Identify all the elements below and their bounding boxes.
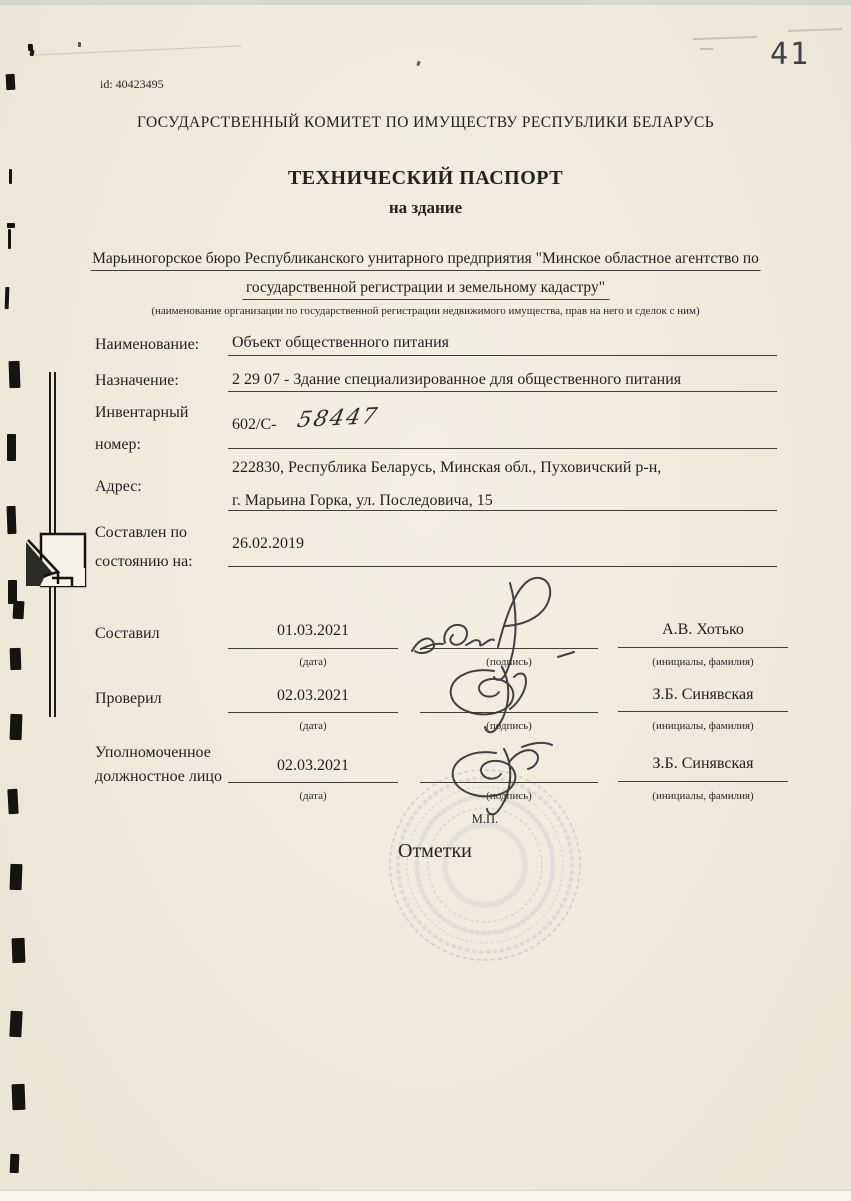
field-value-inventory-handwritten: 58447 bbox=[295, 403, 381, 434]
field-value-purpose: 2 29 07 - Здание специализированное для общественного питания bbox=[232, 371, 682, 388]
scan-artifact-dash bbox=[700, 48, 713, 50]
scan-binding-mark bbox=[13, 601, 25, 620]
document-subtitle: на здание bbox=[388, 198, 463, 217]
signature-date-2: 02.03.2021 bbox=[277, 687, 349, 704]
field-underline bbox=[228, 493, 777, 511]
field-label-address: Адрес: bbox=[95, 478, 142, 495]
signature-date-1: 01.03.2021 bbox=[277, 622, 349, 639]
name-caption: (инициалы, фамилия) bbox=[652, 656, 754, 668]
signature-stroke bbox=[494, 583, 516, 680]
scan-binding-mark bbox=[7, 506, 17, 534]
field-label-purpose: Назначение: bbox=[95, 372, 179, 389]
field-value-address-2: г. Марьина Горка, ул. Последовича, 15 bbox=[232, 492, 493, 509]
document-title: ТЕХНИЧЕСКИЙ ПАСПОРТ bbox=[287, 167, 564, 189]
sign-caption: (подпись) bbox=[486, 720, 532, 732]
signature-stroke bbox=[558, 652, 574, 657]
signer-role-3-line1: Уполномоченное bbox=[95, 744, 211, 761]
scan-binding-mark bbox=[12, 938, 26, 963]
field-label-inventory-1: Инвентарный bbox=[95, 404, 189, 421]
name-line bbox=[618, 694, 788, 712]
signature-stroke bbox=[444, 625, 467, 645]
scan-binding-mark bbox=[28, 44, 34, 51]
signer-name-3: З.Б. Синявская bbox=[652, 755, 754, 772]
name-line bbox=[618, 630, 788, 648]
scan-fold-artifact bbox=[24, 528, 86, 594]
scan-edge-bottom bbox=[0, 1190, 851, 1201]
page-number: 41 bbox=[770, 37, 811, 72]
field-value-name: Объект общественного питания bbox=[232, 334, 450, 351]
signatures-ink bbox=[398, 575, 638, 825]
field-label-asof-1: Составлен по bbox=[95, 524, 188, 541]
scan-binding-mark bbox=[9, 1011, 22, 1038]
name-caption: (инициалы, фамилия) bbox=[652, 720, 754, 732]
signature-date-3: 02.03.2021 bbox=[277, 757, 349, 774]
signer-name-1: А.В. Хотько bbox=[662, 621, 744, 638]
date-line bbox=[228, 695, 398, 713]
signature-stroke bbox=[487, 749, 510, 814]
field-value-inventory-printed: 602/С- bbox=[232, 416, 277, 433]
signer-role-3-line2: должностное лицо bbox=[95, 768, 222, 785]
field-label-name: Наименование: bbox=[95, 336, 200, 353]
field-value-asof: 26.02.2019 bbox=[232, 535, 304, 552]
scan-binding-mark bbox=[9, 361, 21, 388]
scan-binding-mark bbox=[10, 864, 23, 890]
date-line bbox=[228, 631, 398, 649]
field-label-inventory-2: номер: bbox=[95, 436, 141, 453]
organization-caption: (наименование организации по государственной регистрации недвижимого имущества, прав на него и сделок с ним) bbox=[151, 305, 700, 317]
field-underline bbox=[228, 374, 777, 392]
signer-role-1: Составил bbox=[95, 625, 160, 642]
document-id: id: 40423495 bbox=[100, 77, 164, 91]
field-label-asof-2: состоянию на: bbox=[95, 553, 193, 570]
stamp-place-mark: М.П. bbox=[471, 812, 499, 826]
notes-heading: Отметки bbox=[398, 840, 472, 862]
field-underline bbox=[228, 338, 777, 356]
scan-binding-mark bbox=[8, 229, 11, 249]
signature-stroke bbox=[466, 640, 494, 646]
scan-binding-mark bbox=[10, 1154, 20, 1173]
organization-name-line2: государственной регистрации и земельному кадастру" bbox=[242, 279, 609, 300]
signature-stroke bbox=[412, 639, 443, 653]
sign-caption: (подпись) bbox=[486, 790, 532, 802]
sign-caption: (подпись) bbox=[486, 656, 532, 668]
scan-binding-mark bbox=[10, 714, 23, 740]
field-value-address-1: 222830, Республика Беларусь, Минская обл., Пуховичский р-н, bbox=[232, 459, 662, 476]
header-title: ГОСУДАРСТВЕННЫЙ КОМИТЕТ ПО ИМУЩЕСТВУ РЕСПУБЛИКИ БЕЛАРУСЬ bbox=[136, 114, 715, 131]
signature-stroke bbox=[453, 752, 516, 796]
scan-edge-top bbox=[0, 0, 851, 5]
date-caption: (дата) bbox=[299, 720, 327, 732]
name-line bbox=[618, 764, 788, 782]
scan-binding-mark bbox=[10, 648, 22, 670]
scan-binding-mark bbox=[7, 434, 16, 461]
name-caption: (инициалы, фамилия) bbox=[652, 790, 754, 802]
date-caption: (дата) bbox=[299, 790, 327, 802]
scan-binding-mark bbox=[7, 789, 18, 814]
field-underline bbox=[228, 549, 777, 567]
signer-role-2: Проверил bbox=[95, 690, 162, 707]
date-caption: (дата) bbox=[299, 656, 327, 668]
scan-speck bbox=[78, 42, 81, 47]
field-underline bbox=[228, 431, 777, 449]
organization-name-line1: Марьиногорское бюро Республиканского унитарного предприятия "Минское областное агентство по bbox=[90, 250, 761, 271]
scan-binding-mark bbox=[12, 1084, 26, 1110]
signer-name-2: З.Б. Синявская bbox=[652, 686, 754, 703]
date-line bbox=[228, 765, 398, 783]
signature-stroke bbox=[498, 578, 550, 647]
scan-binding-mark bbox=[7, 223, 15, 228]
signature-stroke bbox=[510, 743, 552, 769]
scan-binding-mark bbox=[6, 74, 16, 90]
